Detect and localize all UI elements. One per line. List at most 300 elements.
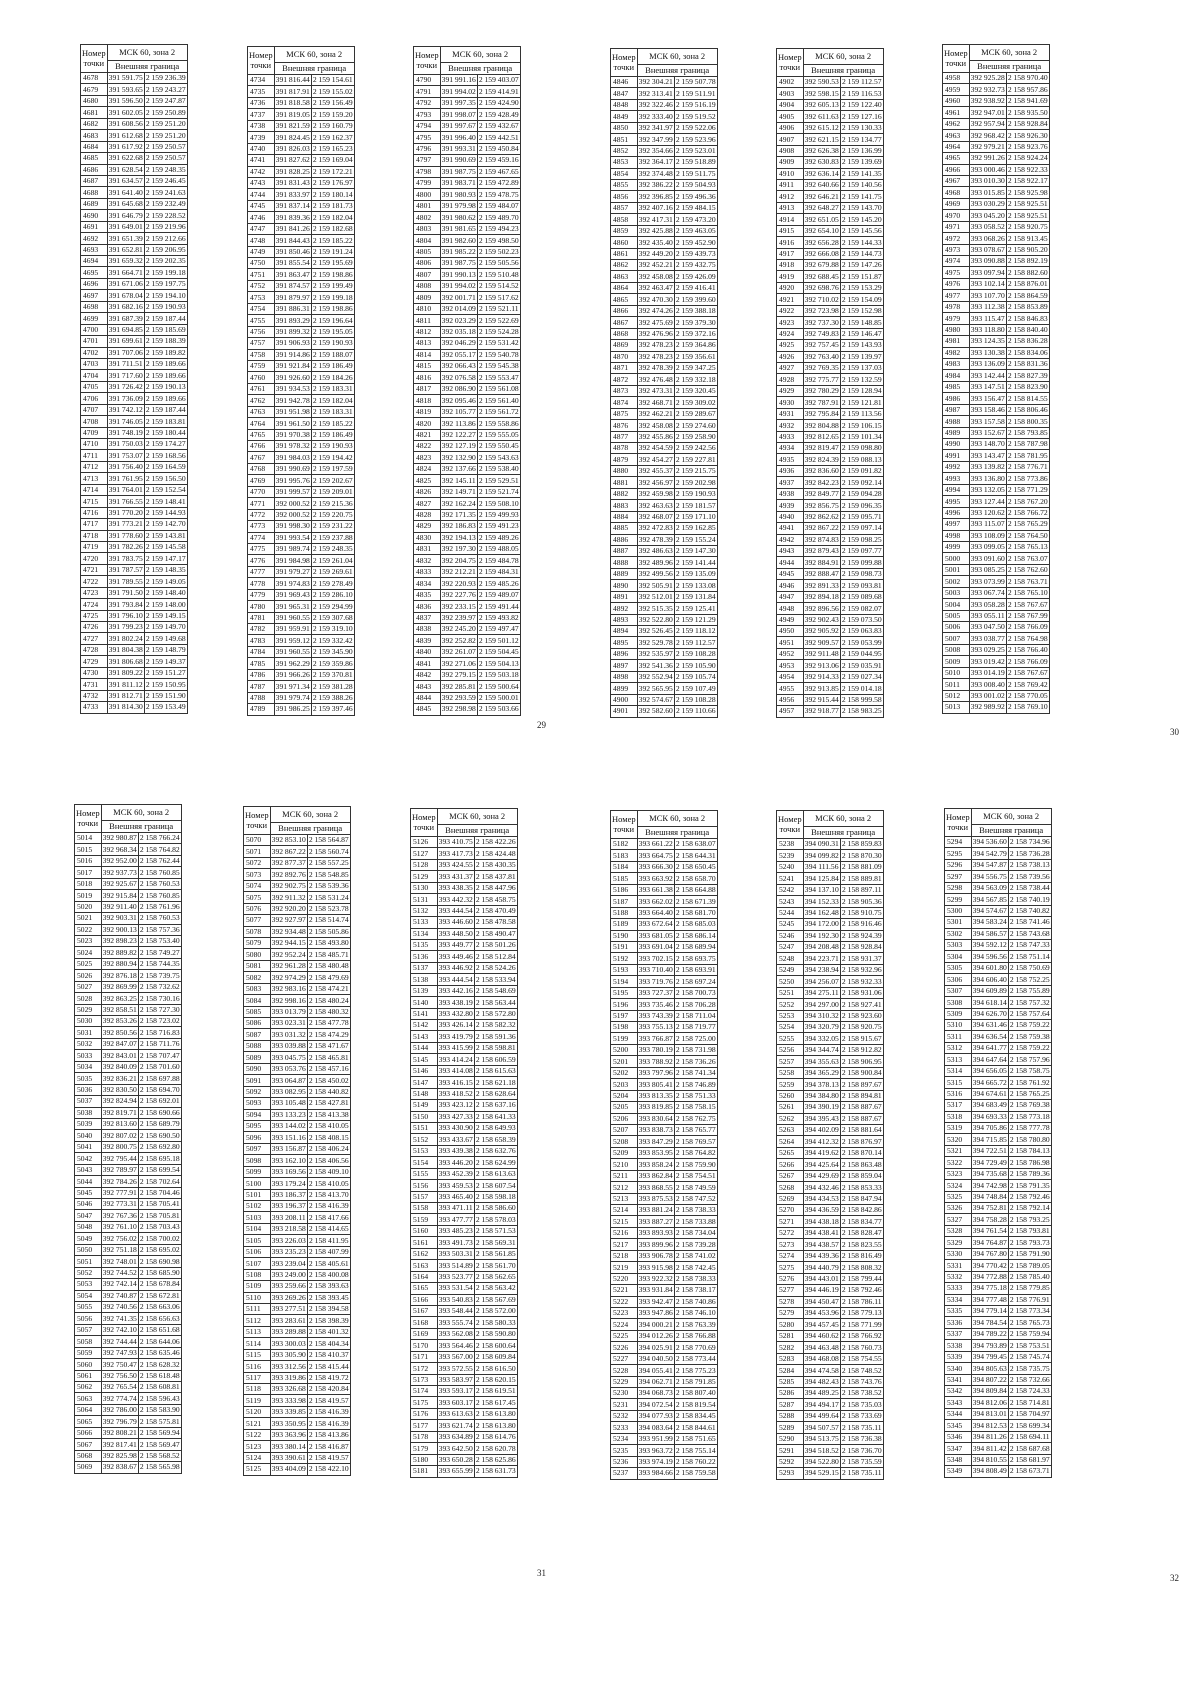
y-coordinate-cell: 2 159 199.18 <box>312 292 353 302</box>
x-coordinate-cell: 394 809.84 <box>972 1386 1007 1396</box>
x-coordinate-cell: 393 120.62 <box>970 508 1005 518</box>
x-coordinate-cell: 394 275.11 <box>804 988 839 998</box>
x-coordinate-cell: 392 856.75 <box>804 500 839 510</box>
y-coordinate-cell: 2 158 765.13 <box>1007 542 1048 552</box>
x-coordinate-cell: 394 482.43 <box>804 1376 839 1386</box>
x-coordinate-cell: 392 888.47 <box>804 569 839 579</box>
y-coordinate-cell: 2 158 881.64 <box>841 1125 882 1135</box>
table-row <box>611 1399 718 1410</box>
point-number-cell: 4810 <box>414 303 441 314</box>
y-coordinate-cell: 2 158 732.66 <box>1009 1374 1050 1384</box>
table-row <box>611 465 718 476</box>
x-coordinate-cell: 391 804.38 <box>108 645 143 655</box>
table-row <box>943 599 1050 610</box>
y-coordinate-cell: 2 158 405.61 <box>308 1258 349 1268</box>
y-coordinate-cell: 2 158 730.16 <box>139 993 180 1003</box>
table-row <box>943 73 1050 84</box>
y-coordinate-cell: 2 158 681.70 <box>675 908 716 918</box>
table-row <box>414 452 521 463</box>
x-coordinate-cell: 391 717.60 <box>108 370 143 380</box>
y-coordinate-cell: 2 159 540.78 <box>478 349 519 359</box>
x-coordinate-cell: 391 893.29 <box>275 315 310 325</box>
table-row <box>244 857 351 868</box>
table-row <box>777 694 884 705</box>
x-coordinate-cell: 392 076.58 <box>441 372 476 382</box>
point-number-cell: 4842 <box>414 669 441 680</box>
table-row <box>611 999 718 1010</box>
point-number-cell: 5311 <box>945 1031 972 1042</box>
x-coordinate-cell: 394 137.10 <box>804 885 839 895</box>
point-number-cell: 4885 <box>611 523 638 534</box>
point-number-cell: 4820 <box>414 418 441 429</box>
x-coordinate-cell: 391 742.12 <box>108 405 143 415</box>
x-coordinate-cell: 394 518.52 <box>804 1445 839 1455</box>
point-number-header: Номер точки <box>945 809 972 837</box>
x-coordinate-cell: 392 640.66 <box>804 180 839 190</box>
point-number-cell: 4918 <box>777 260 804 271</box>
table-row <box>777 157 884 168</box>
point-number-cell: 4999 <box>943 541 970 552</box>
x-coordinate-cell: 393 963.72 <box>638 1445 673 1455</box>
point-number-cell: 4917 <box>777 248 804 259</box>
point-number-cell: 4984 <box>943 370 970 381</box>
point-number-cell: 4986 <box>943 393 970 404</box>
point-number-cell: 4992 <box>943 461 970 472</box>
y-coordinate-cell: 2 159 242.56 <box>675 443 716 453</box>
table-row <box>945 1100 1052 1111</box>
point-number-cell: 4910 <box>777 168 804 179</box>
x-coordinate-cell: 393 105.48 <box>271 1098 306 1108</box>
y-coordinate-cell: 2 159 127.16 <box>841 111 882 121</box>
table-row <box>777 1102 884 1113</box>
point-number-cell: 5303 <box>945 939 972 950</box>
table-row <box>248 177 355 188</box>
x-coordinate-cell: 393 008.40 <box>970 679 1005 689</box>
y-coordinate-cell: 2 159 185.69 <box>145 325 186 335</box>
point-number-cell: 4846 <box>611 77 638 88</box>
y-coordinate-cell: 2 159 289.67 <box>675 409 716 419</box>
x-coordinate-cell: 393 446.92 <box>438 963 473 973</box>
point-number-cell: 5336 <box>945 1317 972 1328</box>
table-row <box>611 1456 718 1467</box>
table-row <box>943 610 1050 621</box>
point-number-cell: 4913 <box>777 202 804 213</box>
y-coordinate-cell: 2 158 761.96 <box>139 902 180 912</box>
y-coordinate-cell: 2 159 553.47 <box>478 372 519 382</box>
y-coordinate-cell: 2 158 754.55 <box>841 1354 882 1364</box>
y-coordinate-cell: 2 158 704.97 <box>1009 1409 1050 1419</box>
point-number-cell: 5312 <box>945 1042 972 1053</box>
y-coordinate-cell: 2 158 620.15 <box>475 1374 516 1384</box>
point-number-cell: 5012 <box>943 690 970 701</box>
x-coordinate-cell: 393 147.51 <box>970 382 1005 392</box>
table-row <box>81 599 188 610</box>
point-number-cell: 4716 <box>81 507 108 518</box>
y-coordinate-cell: 2 159 356.61 <box>675 351 716 361</box>
x-coordinate-cell: 391 886.31 <box>275 304 310 314</box>
point-number-cell: 4741 <box>248 155 275 166</box>
x-coordinate-cell: 391 828.25 <box>275 166 310 176</box>
point-number-cell: 4884 <box>611 511 638 522</box>
y-coordinate-cell: 2 158 905.36 <box>841 896 882 906</box>
y-coordinate-cell: 2 158 889.81 <box>841 873 882 883</box>
y-coordinate-cell: 2 158 557.25 <box>308 858 349 868</box>
x-coordinate-cell: 393 001.02 <box>970 691 1005 701</box>
point-number-cell: 4882 <box>611 488 638 499</box>
y-coordinate-cell: 2 158 922.17 <box>1007 176 1048 186</box>
x-coordinate-cell: 392 824.94 <box>102 1096 137 1106</box>
coordinates-table <box>942 44 1050 714</box>
point-number-cell: 5271 <box>777 1216 804 1227</box>
table-row <box>81 233 188 244</box>
table-row <box>943 153 1050 164</box>
table-row <box>414 395 521 406</box>
y-coordinate-cell: 2 159 529.51 <box>478 475 519 485</box>
y-coordinate-cell: 2 159 089.68 <box>841 592 882 602</box>
x-coordinate-cell: 393 514.89 <box>438 1260 473 1270</box>
y-coordinate-cell: 2 159 162.85 <box>675 523 716 533</box>
x-coordinate-cell: 393 847.29 <box>638 1136 673 1146</box>
x-coordinate-cell: 393 710.40 <box>638 965 673 975</box>
y-coordinate-cell: 2 158 410.05 <box>308 1178 349 1188</box>
y-coordinate-cell: 2 158 834.06 <box>1007 347 1048 357</box>
y-coordinate-cell: 2 158 477.78 <box>308 1018 349 1028</box>
point-number-cell: 5347 <box>945 1443 972 1454</box>
table-row <box>945 1420 1052 1431</box>
y-coordinate-cell: 2 159 128.94 <box>841 386 882 396</box>
point-number-cell: 5277 <box>777 1285 804 1296</box>
point-number-cell: 4679 <box>81 84 108 95</box>
table-row <box>411 1340 518 1351</box>
x-coordinate-cell: 393 107.70 <box>970 290 1005 300</box>
point-number-cell: 5324 <box>945 1180 972 1191</box>
point-number-cell: 5349 <box>945 1466 972 1477</box>
point-number-cell: 4904 <box>777 99 804 110</box>
table-row <box>248 601 355 612</box>
y-coordinate-cell: 2 158 563.44 <box>475 997 516 1007</box>
x-coordinate-cell: 391 819.05 <box>275 109 310 119</box>
boundary-header: Внешняя граница <box>274 63 354 75</box>
point-number-cell: 4764 <box>248 418 275 429</box>
y-coordinate-cell: 2 159 164.59 <box>145 462 186 472</box>
point-number-cell: 4728 <box>81 644 108 655</box>
point-number-cell: 5333 <box>945 1283 972 1294</box>
y-coordinate-cell: 2 158 651.68 <box>139 1325 180 1335</box>
x-coordinate-cell: 392 252.82 <box>441 635 476 645</box>
x-coordinate-cell: 394 443.01 <box>804 1274 839 1284</box>
table-row <box>611 1033 718 1044</box>
table-row <box>414 109 521 120</box>
table-row <box>611 1285 718 1296</box>
table-row <box>943 130 1050 141</box>
point-number-cell: 4843 <box>414 681 441 692</box>
x-coordinate-cell: 392 449.20 <box>638 248 673 258</box>
table-row <box>945 1454 1052 1465</box>
y-coordinate-cell: 2 159 508.10 <box>478 498 519 508</box>
y-coordinate-cell: 2 158 422.10 <box>308 1464 349 1474</box>
x-coordinate-cell: 392 836.21 <box>102 1073 137 1083</box>
point-number-cell: 4960 <box>943 95 970 106</box>
point-number-cell: 4682 <box>81 118 108 129</box>
point-number-cell: 4883 <box>611 500 638 511</box>
y-coordinate-cell: 2 158 672.81 <box>139 1290 180 1300</box>
x-coordinate-cell: 393 312.56 <box>271 1361 306 1371</box>
point-number-cell: 5032 <box>75 1038 102 1049</box>
x-coordinate-cell: 392 867.22 <box>804 523 839 533</box>
point-number-cell: 4985 <box>943 381 970 392</box>
x-coordinate-cell: 393 152.67 <box>970 427 1005 437</box>
x-coordinate-cell: 391 961.50 <box>275 418 310 428</box>
y-coordinate-cell: 2 158 759.90 <box>675 1159 716 1169</box>
y-coordinate-cell: 2 158 876.97 <box>841 1136 882 1146</box>
x-coordinate-cell: 391 802.24 <box>108 633 143 643</box>
point-number-cell: 5239 <box>777 850 804 861</box>
point-number-cell: 5346 <box>945 1431 972 1442</box>
x-coordinate-cell: 393 067.74 <box>970 588 1005 598</box>
point-number-cell: 5257 <box>777 1056 804 1067</box>
table-row <box>244 1098 351 1109</box>
point-number-cell: 5079 <box>244 937 271 948</box>
point-number-cell: 4938 <box>777 488 804 499</box>
point-number-cell: 4908 <box>777 145 804 156</box>
point-number-cell: 4968 <box>943 187 970 198</box>
x-coordinate-cell: 391 981.65 <box>441 224 476 234</box>
y-coordinate-cell: 2 159 345.90 <box>312 647 353 657</box>
x-coordinate-cell: 393 650.28 <box>438 1455 473 1465</box>
x-coordinate-cell: 392 212.21 <box>441 567 476 577</box>
point-number-cell: 5248 <box>777 953 804 964</box>
x-coordinate-cell: 392 742.10 <box>102 1325 137 1335</box>
x-coordinate-cell: 392 636.14 <box>804 168 839 178</box>
table-row <box>943 690 1050 701</box>
table-row <box>945 1328 1052 1339</box>
point-number-cell: 4739 <box>248 132 275 143</box>
x-coordinate-cell: 391 879.97 <box>275 292 310 302</box>
x-coordinate-cell: 392 775.77 <box>804 374 839 384</box>
table-row <box>411 1042 518 1053</box>
x-coordinate-cell: 394 083.64 <box>638 1422 673 1432</box>
point-number-cell: 5072 <box>244 857 271 868</box>
x-coordinate-cell: 391 818.58 <box>275 98 310 108</box>
point-number-cell: 5328 <box>945 1225 972 1236</box>
x-coordinate-cell: 391 934.53 <box>275 384 310 394</box>
y-coordinate-cell: 2 159 098.73 <box>841 569 882 579</box>
y-coordinate-cell: 2 159 155.02 <box>312 86 353 96</box>
y-coordinate-cell: 2 158 834.45 <box>675 1411 716 1421</box>
point-number-cell: 4724 <box>81 599 108 610</box>
table-row <box>411 1203 518 1214</box>
point-number-cell: 4797 <box>414 155 441 166</box>
y-coordinate-cell: 2 158 750.69 <box>1009 963 1050 973</box>
y-coordinate-cell: 2 158 697.24 <box>675 976 716 986</box>
x-coordinate-cell: 393 603.17 <box>438 1397 473 1407</box>
y-coordinate-cell: 2 159 286.10 <box>312 590 353 600</box>
point-number-cell: 5110 <box>244 1292 271 1303</box>
y-coordinate-cell: 2 158 882.60 <box>1007 267 1048 277</box>
y-coordinate-cell: 2 159 504.13 <box>478 658 519 668</box>
x-coordinate-cell: 393 931.84 <box>638 1285 673 1295</box>
point-number-cell: 4795 <box>414 132 441 143</box>
y-coordinate-cell: 2 159 519.52 <box>675 111 716 121</box>
table-row <box>943 587 1050 598</box>
table-row <box>611 1273 718 1284</box>
point-number-cell: 4706 <box>81 393 108 404</box>
y-coordinate-cell: 2 159 063.83 <box>841 626 882 636</box>
table-row <box>81 416 188 427</box>
y-coordinate-cell: 2 158 419.72 <box>308 1372 349 1382</box>
point-number-cell: 5316 <box>945 1088 972 1099</box>
x-coordinate-cell: 391 622.68 <box>108 153 143 163</box>
y-coordinate-cell: 2 158 897.11 <box>841 885 882 895</box>
point-number-cell: 5205 <box>611 1102 638 1113</box>
y-coordinate-cell: 2 159 484.15 <box>675 203 716 213</box>
point-number-cell: 5052 <box>75 1267 102 1278</box>
point-number-cell: 4949 <box>777 614 804 625</box>
table-row <box>777 1147 884 1158</box>
table-row <box>777 1113 884 1124</box>
x-coordinate-cell: 392 740.56 <box>102 1302 137 1312</box>
table-row <box>248 269 355 280</box>
table-row <box>414 543 521 554</box>
table-row <box>777 648 884 659</box>
table-row <box>945 1203 1052 1214</box>
table-row <box>945 1363 1052 1374</box>
table-row <box>411 1020 518 1031</box>
table-row <box>75 1199 182 1210</box>
y-coordinate-cell: 2 158 920.75 <box>841 1022 882 1032</box>
table-row <box>611 1170 718 1181</box>
y-coordinate-cell: 2 158 450.02 <box>308 1075 349 1085</box>
point-number-cell: 5094 <box>244 1109 271 1120</box>
x-coordinate-cell: 392 227.76 <box>441 590 476 600</box>
x-coordinate-cell: 392 347.99 <box>638 134 673 144</box>
y-coordinate-cell: 2 159 168.56 <box>145 450 186 460</box>
y-coordinate-cell: 2 158 931.37 <box>841 953 882 963</box>
boundary-header: Внешняя граница <box>107 61 187 73</box>
table-row <box>945 928 1052 939</box>
x-coordinate-cell: 392 991.26 <box>970 153 1005 163</box>
table-row <box>244 1201 351 1212</box>
table-row <box>777 1182 884 1193</box>
y-coordinate-cell: 2 158 590.80 <box>475 1329 516 1339</box>
y-coordinate-cell: 2 159 136.99 <box>841 146 882 156</box>
x-coordinate-cell: 392 819.47 <box>804 443 839 453</box>
y-coordinate-cell: 2 158 732.62 <box>139 982 180 992</box>
x-coordinate-cell: 393 446.20 <box>438 1157 473 1167</box>
y-coordinate-cell: 2 159 148.00 <box>145 599 186 609</box>
y-coordinate-cell: 2 159 543.63 <box>478 452 519 462</box>
x-coordinate-cell: 393 208.11 <box>271 1212 306 1222</box>
point-number-cell: 5011 <box>943 679 970 690</box>
y-coordinate-cell: 2 158 548.85 <box>308 869 349 879</box>
point-number-cell: 5183 <box>611 850 638 861</box>
table-row <box>611 1113 718 1124</box>
y-coordinate-cell: 2 158 755.14 <box>675 1445 716 1455</box>
table-row <box>777 385 884 396</box>
table-row <box>414 303 521 314</box>
x-coordinate-cell: 394 715.85 <box>972 1134 1007 1144</box>
point-number-cell: 5074 <box>244 880 271 891</box>
y-coordinate-cell: 2 158 905.20 <box>1007 244 1048 254</box>
y-coordinate-cell: 2 158 859.83 <box>841 839 882 849</box>
x-coordinate-cell: 392 756.50 <box>102 1370 137 1380</box>
x-coordinate-cell: 393 419.79 <box>438 1031 473 1041</box>
x-coordinate-cell: 393 380.14 <box>271 1441 306 1451</box>
x-coordinate-cell: 391 996.40 <box>441 132 476 142</box>
y-coordinate-cell: 2 158 736.38 <box>841 1434 882 1444</box>
point-number-cell: 5089 <box>244 1052 271 1063</box>
point-number-cell: 5181 <box>411 1466 438 1477</box>
table-row <box>75 1027 182 1038</box>
y-coordinate-cell: 2 159 130.33 <box>841 123 882 133</box>
table-row <box>411 997 518 1008</box>
point-number-cell: 5307 <box>945 985 972 996</box>
point-number-cell: 5020 <box>75 901 102 912</box>
x-coordinate-cell: 392 386.22 <box>638 180 673 190</box>
x-coordinate-cell: 392 473.31 <box>638 386 673 396</box>
table-row <box>945 1248 1052 1259</box>
y-coordinate-cell: 2 158 747.52 <box>675 1193 716 1203</box>
point-number-cell: 4856 <box>611 191 638 202</box>
point-number-cell: 4700 <box>81 324 108 335</box>
x-coordinate-cell: 392 937.73 <box>102 867 137 877</box>
y-coordinate-cell: 2 158 505.86 <box>308 926 349 936</box>
table-row <box>411 1271 518 1282</box>
table-row <box>244 995 351 1006</box>
x-coordinate-cell: 393 424.55 <box>438 860 473 870</box>
y-coordinate-cell: 2 158 699.34 <box>1009 1420 1050 1430</box>
table-row <box>611 271 718 282</box>
x-coordinate-cell: 392 654.10 <box>804 226 839 236</box>
y-coordinate-cell: 2 158 523.78 <box>308 904 349 914</box>
point-number-cell: 4685 <box>81 153 108 164</box>
x-coordinate-cell: 393 974.19 <box>638 1457 673 1467</box>
point-number-cell: 5343 <box>945 1397 972 1408</box>
y-coordinate-cell: 2 158 739.56 <box>1009 871 1050 881</box>
y-coordinate-cell: 2 158 485.71 <box>308 949 349 959</box>
point-number-cell: 4711 <box>81 450 108 461</box>
y-coordinate-cell: 2 158 618.48 <box>139 1370 180 1380</box>
table-row <box>611 1365 718 1376</box>
table-row <box>248 109 355 120</box>
table-row <box>611 534 718 545</box>
table-row <box>943 301 1050 312</box>
y-coordinate-cell: 2 158 609.84 <box>475 1352 516 1362</box>
table-row <box>248 212 355 223</box>
table-row <box>81 84 188 95</box>
point-number-cell: 4887 <box>611 545 638 556</box>
table-row <box>75 1267 182 1278</box>
coordinates-table <box>776 810 884 1480</box>
y-coordinate-cell: 2 159 194.10 <box>145 290 186 300</box>
y-coordinate-cell: 2 159 116.53 <box>841 88 882 98</box>
x-coordinate-cell: 393 416.15 <box>438 1077 473 1087</box>
table-row <box>248 200 355 211</box>
table-row <box>611 1205 718 1216</box>
table-row <box>945 1157 1052 1168</box>
x-coordinate-cell: 392 915.44 <box>804 695 839 705</box>
point-number-cell: 4857 <box>611 202 638 213</box>
point-number-header: Номер точки <box>81 45 108 73</box>
x-coordinate-cell: 391 993.54 <box>275 532 310 542</box>
x-coordinate-cell: 391 602.05 <box>108 107 143 117</box>
table-row <box>81 198 188 209</box>
y-coordinate-cell: 2 158 870.30 <box>841 850 882 860</box>
y-coordinate-cell: 2 159 258.90 <box>675 431 716 441</box>
table-row <box>248 315 355 326</box>
x-coordinate-cell: 391 982.60 <box>441 235 476 245</box>
x-coordinate-cell: 393 555.74 <box>438 1317 473 1327</box>
